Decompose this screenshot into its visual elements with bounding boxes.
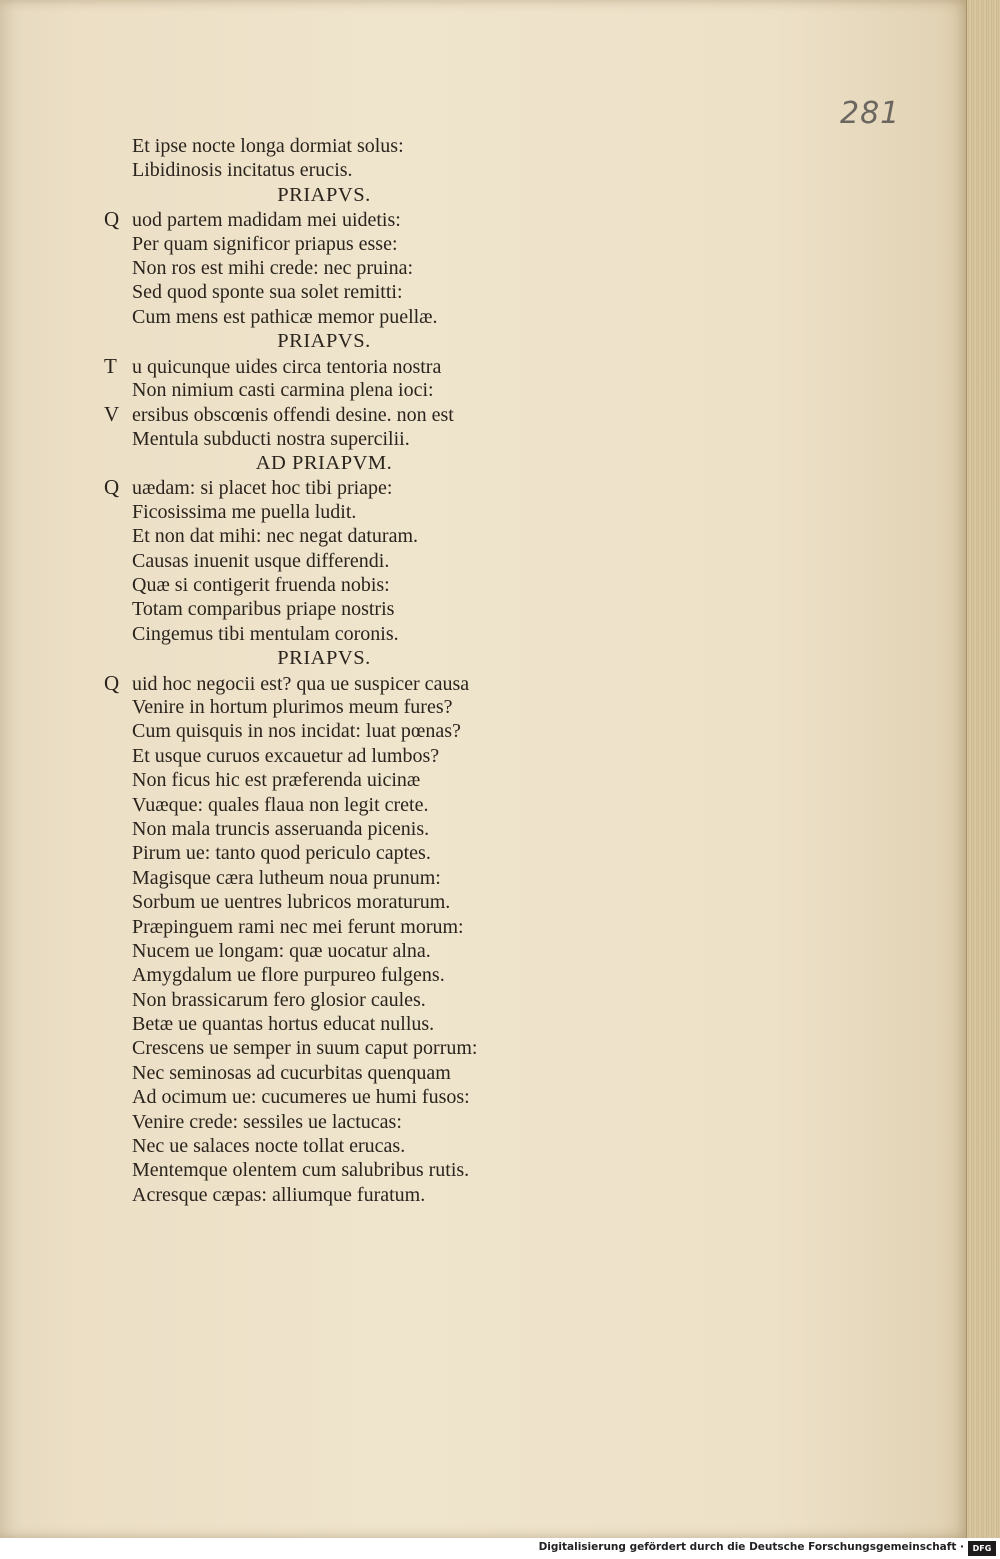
verse-line-text: u quicunque uides circa tentoria nostra [132, 355, 442, 378]
section-heading: PRIAPVS. [277, 183, 371, 206]
verse-line [104, 475, 584, 499]
verse-line [104, 402, 584, 426]
verse-line-text: uod partem madidam mei uidetis: [132, 209, 401, 232]
verse-line [104, 207, 584, 231]
initial-letter: V [104, 402, 120, 427]
verse-line: Non nimium casti carmina plena ioci: [132, 378, 434, 401]
verse-line: Ad ocimum ue: cucumeres ue humi fusos: [132, 1086, 470, 1109]
verse-line: Causas inuenit usque differendi. [132, 549, 390, 572]
verse-line: Nec ue salaces nocte tollat erucas. [132, 1135, 406, 1158]
verse-line: Mentemque olentem cum salubribus rutis. [132, 1159, 470, 1182]
initial-letter: T [104, 353, 117, 378]
verse-line [104, 671, 584, 695]
verse-line: Totam comparibus priape nostris [132, 598, 395, 621]
verse-line: Cingemus tibi mentulam coronis. [132, 622, 399, 645]
section-heading: AD PRIAPVM. [255, 452, 393, 475]
verse-line [104, 354, 584, 378]
verse-line: Crescens ue semper in suum caput porrum: [132, 1037, 478, 1060]
verse-line: Cum mens est pathicæ memor puellæ. [132, 305, 438, 328]
folio-number: 281 [840, 96, 901, 131]
initial-letter: Q [104, 207, 120, 232]
verse-line-text: ersibus obscœnis offendi desine. non est [132, 404, 454, 427]
page-edge [966, 0, 1000, 1538]
verse-line: Magisque cæra lutheum noua prunum: [132, 866, 441, 889]
verse-line: Ficosissima me puella ludit. [132, 500, 357, 523]
verse-line-text: uædam: si placet hoc tibi priape: [132, 477, 393, 500]
verse-line: Mentula subducti nostra supercilii. [132, 427, 410, 450]
verse-line: Sorbum ue uentres lubricos moraturum. [132, 891, 451, 914]
verse-line: Non ros est mihi crede: nec pruina: [132, 256, 414, 279]
verse-text-block [104, 134, 584, 1207]
verse-line: Libidinosis incitatus erucis. [132, 159, 353, 182]
verse-line: Sed quod sponte sua solet remitti: [132, 281, 403, 304]
section-heading: PRIAPVS. [277, 330, 371, 353]
verse-line: Et usque curuos excauetur ad lumbos? [132, 744, 440, 767]
verse-line: Non brassicarum fero glosior caules. [132, 988, 426, 1011]
verse-line-text: uid hoc negocii est? qua ue suspicer causa [132, 672, 470, 695]
verse-line: Venire in hortum plurimos meum fures? [132, 695, 453, 718]
initial-letter: Q [104, 670, 120, 695]
verse-line: Quæ si contigerit fruenda nobis: [132, 574, 390, 597]
verse-line: Pirum ue: tanto quod periculo captes. [132, 842, 431, 865]
verse-line: Amygdalum ue flore purpureo fulgens. [132, 964, 445, 987]
verse-line: Vuæque: quales flaua non legit crete. [132, 793, 429, 816]
verse-line: Acresque cæpas: alliumque furatum. [132, 1183, 426, 1206]
verse-line: Et non dat mihi: nec negat daturam. [132, 525, 419, 548]
verse-line: Betæ ue quantas hortus educat nullus. [132, 1013, 435, 1036]
verse-line: Venire crede: sessiles ue lactucas: [132, 1110, 402, 1133]
verse-line: Nucem ue longam: quæ uocatur alna. [132, 939, 431, 962]
verse-line: Nec seminosas ad cucurbitas quenquam [132, 1061, 451, 1084]
bleed-through-letters [910, 130, 966, 1260]
dfg-credit-text: Digitalisierung gefördert durch die Deutsche Forschungsgemeinschaft · [538, 1541, 964, 1553]
verse-line: Non mala truncis asseruanda picenis. [132, 817, 430, 840]
verse-line: Cum quisquis in nos incidat: luat pœnas? [132, 720, 461, 743]
verse-line: Et ipse nocte longa dormiat solus: [132, 135, 404, 157]
dfg-logo: DFG [968, 1541, 996, 1556]
initial-letter: Q [104, 475, 120, 500]
section-heading: PRIAPVS. [277, 647, 371, 670]
verse-line: Per quam significor priapus esse: [132, 232, 398, 255]
verse-line: Præpinguem rami nec mei ferunt morum: [132, 915, 464, 938]
verse-line: Non ficus hic est præferenda uicinæ [132, 769, 421, 792]
